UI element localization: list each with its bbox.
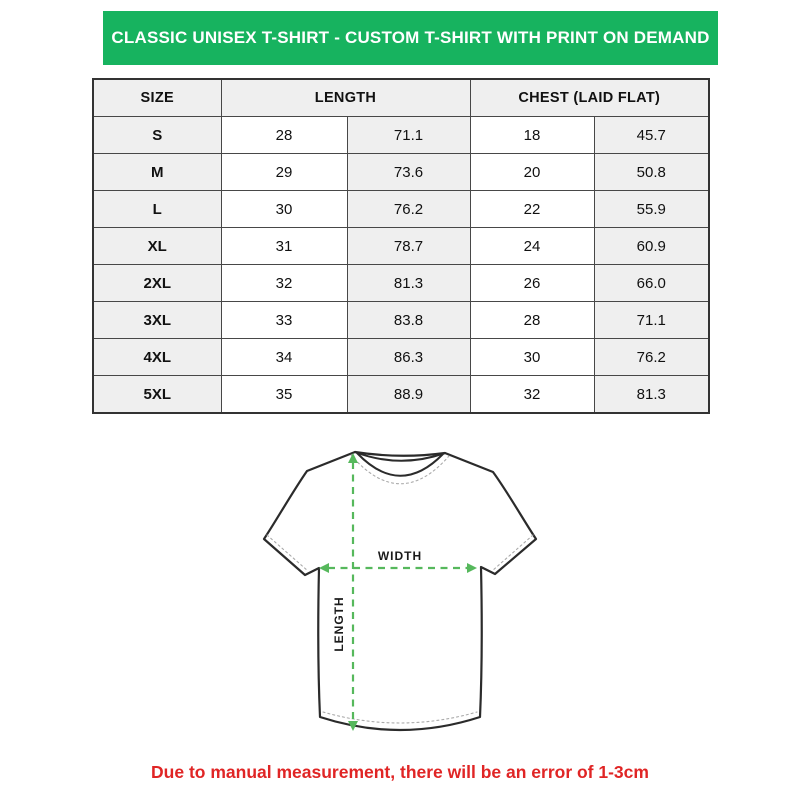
length-cm-cell: 73.6 xyxy=(347,154,470,191)
chest-in-cell: 32 xyxy=(470,376,594,414)
table-row xyxy=(93,228,709,265)
length-label: LENGTH xyxy=(332,596,346,652)
size-cell: XL xyxy=(93,228,221,265)
length-in-cell: 32 xyxy=(221,265,347,302)
size-chart-table xyxy=(92,78,710,414)
length-in-cell: 29 xyxy=(221,154,347,191)
length-in-cell: 30 xyxy=(221,191,347,228)
length-cm-cell: 71.1 xyxy=(347,117,470,154)
chest-in-cell: 22 xyxy=(470,191,594,228)
table-row xyxy=(93,376,709,414)
table-row xyxy=(93,339,709,376)
size-cell: 5XL xyxy=(93,376,221,414)
table-row xyxy=(93,265,709,302)
tshirt-diagram xyxy=(240,440,560,750)
size-cell: M xyxy=(93,154,221,191)
tshirt-outline xyxy=(264,452,536,730)
chest-cm-cell: 76.2 xyxy=(594,339,709,376)
table-row xyxy=(93,117,709,154)
chest-cm-cell: 45.7 xyxy=(594,117,709,154)
chest-cm-cell: 66.0 xyxy=(594,265,709,302)
chest-in-cell: 24 xyxy=(470,228,594,265)
length-in-cell: 33 xyxy=(221,302,347,339)
length-cm-cell: 88.9 xyxy=(347,376,470,414)
length-cm-cell: 86.3 xyxy=(347,339,470,376)
length-cm-cell: 76.2 xyxy=(347,191,470,228)
column-header-length: LENGTH xyxy=(221,79,470,117)
chest-cm-cell: 50.8 xyxy=(594,154,709,191)
length-in-cell: 28 xyxy=(221,117,347,154)
measurement-disclaimer: Due to manual measurement, there will be an error of 1-3cm xyxy=(151,762,649,782)
chest-in-cell: 18 xyxy=(470,117,594,154)
chest-cm-cell: 71.1 xyxy=(594,302,709,339)
size-cell: 4XL xyxy=(93,339,221,376)
chest-cm-cell: 81.3 xyxy=(594,376,709,414)
table-row xyxy=(93,154,709,191)
size-cell: 3XL xyxy=(93,302,221,339)
table-row xyxy=(93,302,709,339)
chest-cm-cell: 55.9 xyxy=(594,191,709,228)
length-in-cell: 34 xyxy=(221,339,347,376)
length-cm-cell: 83.8 xyxy=(347,302,470,339)
length-cm-cell: 78.7 xyxy=(347,228,470,265)
length-cm-cell: 81.3 xyxy=(347,265,470,302)
size-cell: L xyxy=(93,191,221,228)
chest-in-cell: 20 xyxy=(470,154,594,191)
length-in-cell: 31 xyxy=(221,228,347,265)
column-header-chest: CHEST (LAID FLAT) xyxy=(470,79,709,117)
width-label: WIDTH xyxy=(377,549,423,563)
size-cell: 2XL xyxy=(93,265,221,302)
chest-in-cell: 28 xyxy=(470,302,594,339)
size-cell: S xyxy=(93,117,221,154)
length-in-cell: 35 xyxy=(221,376,347,414)
banner xyxy=(103,11,718,65)
column-header-size: SIZE xyxy=(93,79,221,117)
chest-in-cell: 30 xyxy=(470,339,594,376)
table-row xyxy=(93,191,709,228)
page-title: CLASSIC UNISEX T-SHIRT - CUSTOM T-SHIRT WITH PRINT ON DEMAND xyxy=(111,28,710,47)
chest-in-cell: 26 xyxy=(470,265,594,302)
header-row xyxy=(93,79,709,117)
chest-cm-cell: 60.9 xyxy=(594,228,709,265)
